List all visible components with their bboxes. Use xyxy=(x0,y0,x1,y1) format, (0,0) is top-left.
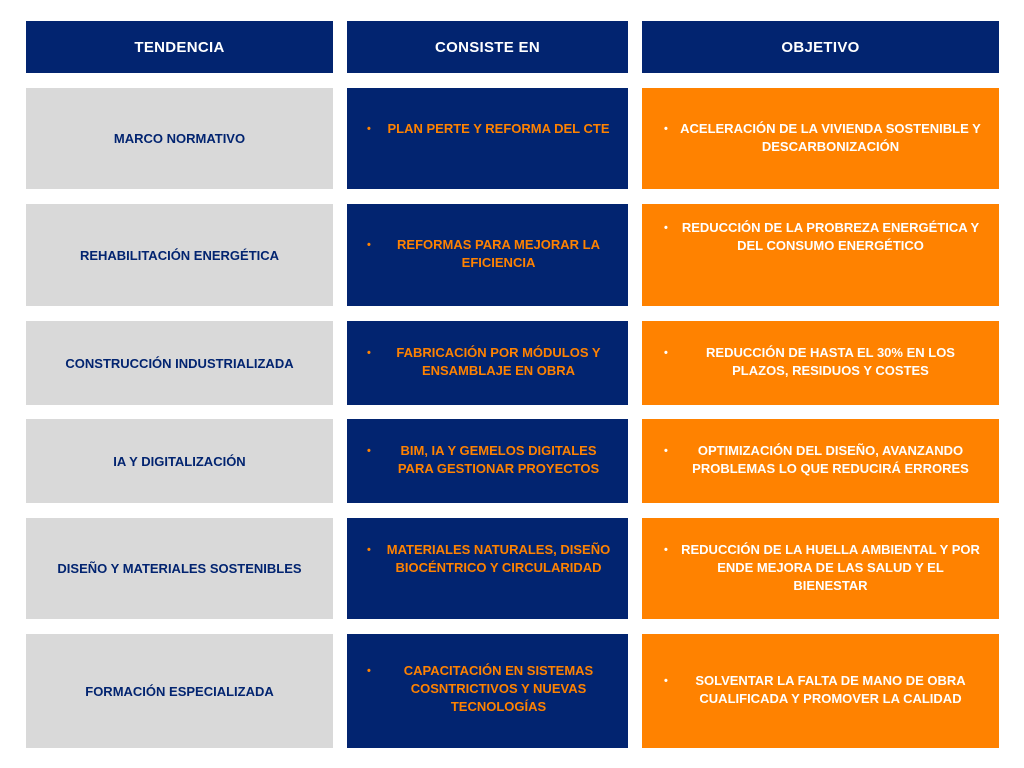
consiste-cell xyxy=(347,321,628,405)
objetivo-cell xyxy=(642,518,999,619)
bullet-icon: • xyxy=(367,544,371,556)
tendencia-cell: CONSTRUCCIÓN INDUSTRIALIZADA xyxy=(26,321,333,405)
consiste-text: BIM, IA Y GEMELOS DIGITALES PARA GESTIONAR PROYECTOS xyxy=(397,443,600,476)
consiste-text: CAPACITACIÓN EN SISTEMAS COSNTRICTIVOS Y NUEVAS TECNOLOGÍAS xyxy=(403,663,594,714)
bullet-icon: • xyxy=(367,347,371,359)
objetivo-cell xyxy=(642,419,999,503)
consiste-text: PLAN PERTE Y REFORMA DEL CTE xyxy=(387,121,610,136)
bullet-icon: • xyxy=(367,239,371,251)
bullet-icon: • xyxy=(664,222,668,234)
objetivo-cell xyxy=(642,88,999,189)
bullet-icon: • xyxy=(664,445,668,457)
bullet-icon: • xyxy=(664,347,668,359)
consiste-cell xyxy=(347,518,628,619)
objetivo-text: OPTIMIZACIÓN DEL DISEÑO, AVANZANDO PROBLEMAS LO QUE REDUCIRÁ ERRORES xyxy=(692,443,969,476)
objetivo-text: REDUCCIÓN DE LA HUELLA AMBIENTAL Y POR ENDE MEJORA DE LAS SALUD Y EL BIENESTAR xyxy=(681,542,980,593)
tendencia-cell: IA Y DIGITALIZACIÓN xyxy=(26,419,333,503)
consiste-cell xyxy=(347,88,628,189)
bullet-icon: • xyxy=(664,123,668,135)
consiste-text: MATERIALES NATURALES, DISEÑO BIOCÉNTRICO Y CIRCULARIDAD xyxy=(386,542,611,575)
objetivo-cell xyxy=(642,321,999,405)
bullet-icon: • xyxy=(664,675,668,687)
bullet-icon: • xyxy=(367,445,371,457)
bullet-icon: • xyxy=(367,123,371,135)
tendencia-cell: DISEÑO Y MATERIALES SOSTENIBLES xyxy=(26,518,333,619)
objetivo-text: REDUCCIÓN DE LA PROBREZA ENERGÉTICA Y DEL CONSUMO ENERGÉTICO xyxy=(681,220,980,253)
header-objetivo: OBJETIVO xyxy=(642,21,999,73)
consiste-text: REFORMAS PARA MEJORAR LA EFICIENCIA xyxy=(397,237,600,270)
header-tendencia: TENDENCIA xyxy=(26,21,333,73)
tendencia-cell: FORMACIÓN ESPECIALIZADA xyxy=(26,634,333,748)
consiste-text: FABRICACIÓN POR MÓDULOS Y ENSAMBLAJE EN OBRA xyxy=(396,345,601,378)
objetivo-text: SOLVENTAR LA FALTA DE MANO DE OBRA CUALIFICADA Y PROMOVER LA CALIDAD xyxy=(695,673,966,706)
consiste-cell xyxy=(347,419,628,503)
objetivo-text: REDUCCIÓN DE HASTA EL 30% EN LOS PLAZOS, RESIDUOS Y COSTES xyxy=(706,345,955,378)
objetivo-text: ACELERACIÓN DE LA VIVIENDA SOSTENIBLE Y DESCARBONIZACIÓN xyxy=(680,121,981,154)
consiste-cell xyxy=(347,634,628,748)
header-consiste-en: CONSISTE EN xyxy=(347,21,628,73)
objetivo-cell xyxy=(642,634,999,748)
bullet-icon: • xyxy=(664,544,668,556)
bullet-icon: • xyxy=(367,665,371,677)
tendencia-cell: MARCO NORMATIVO xyxy=(26,88,333,189)
tendencia-cell: REHABILITACIÓN ENERGÉTICA xyxy=(26,204,333,306)
consiste-cell xyxy=(347,204,628,306)
objetivo-cell xyxy=(642,204,999,306)
